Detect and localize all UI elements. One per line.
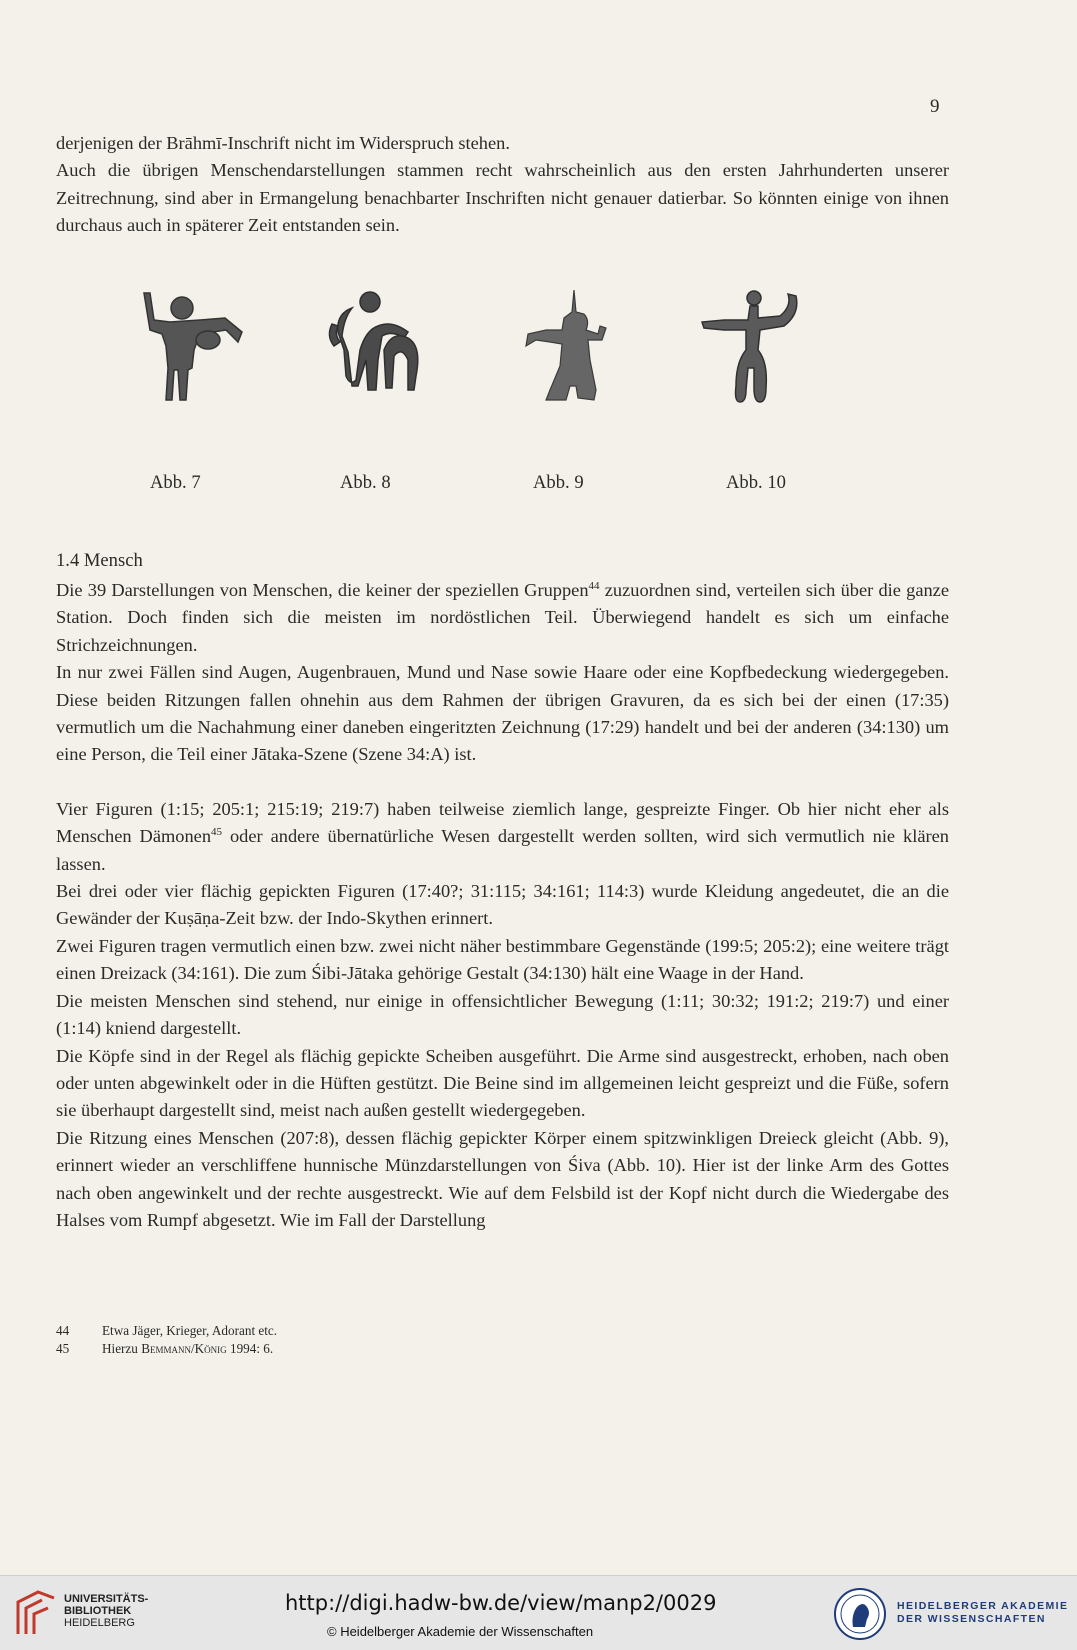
academy-seal-logo-icon[interactable] <box>833 1587 887 1641</box>
paragraph: Vier Figuren (1:15; 205:1; 215:19; 219:7) haben teilweise ziemlich lange, gespreizte Finger. Ob hier nicht eher als Menschen Dämonen$^{45}$ oder andere übernatürliche Wesen dargestellt werden sollten, wird sich vermutlich nie klären lassen. <box>56 798 949 874</box>
university-library-name: UNIVERSITÄTS- BIBLIOTHEK HEIDELBERG <box>64 1593 149 1629</box>
petroglyph-figure-9 <box>510 290 660 430</box>
figure-caption: Abb. 7 <box>150 472 201 493</box>
figure-abb-10 <box>700 290 850 430</box>
figure-caption: Abb. 9 <box>533 472 584 493</box>
petroglyph-figure-8 <box>322 290 472 430</box>
figure-abb-9 <box>510 290 660 430</box>
figure-caption: Abb. 8 <box>340 472 391 493</box>
paragraph: Die 39 Darstellungen von Menschen, die keiner der speziellen Gruppen$^{44}$ zuzuordnen sind, verteilen sich über die ganze Station. Doch finden sich die meisten im nordöstlichen Teil. Überwiegend handelt es sich um einfache Strichzeichnungen. <box>56 579 950 655</box>
academy-name: HEIDELBERGER AKADEMIE DER WISSENSCHAFTEN <box>897 1600 1069 1625</box>
section-body <box>56 577 949 1234</box>
figure-caption: Abb. 10 <box>726 472 786 493</box>
section-heading: 1.4 Mensch <box>56 550 143 571</box>
page-number: 9 <box>930 96 940 117</box>
footnote-45: 45 Hierzu Bemmann/König 1994: 6. <box>56 1341 274 1356</box>
petroglyph-figure-10 <box>700 290 850 430</box>
paragraph: Bei drei oder vier flächig gepickten Figuren (17:40?; 31:115; 34:161; 114:3) wurde Kleidung angedeutet, die an die Gewänder der Kuṣāṇa-Zeit bzw. der Indo-Skythen erinnert. <box>56 881 949 929</box>
figure-abb-8 <box>322 290 472 430</box>
paragraph: In nur zwei Fällen sind Augen, Augenbrauen, Mund und Nase sowie Haare oder eine Kopfbedeckung wiedergegeben. Diese beiden Ritzungen fallen ohnehin aus dem Rahmen der übrigen Gravuren, da es sich bei der einen (17:35) vermutlich um die Nachahmung einer daneben eingeritzten Zeichnung (17:29) handelt und bei der anderen (34:130) um eine Person, die Teil einer Jātaka-Szene (Szene 34:A) ist. <box>56 662 949 765</box>
paragraph: Die meisten Menschen sind stehend, nur einige in offensichtlicher Bewegung (1:11; 30:32; 191:2; 219:7) und einer (1:14) kniend dargestellt. <box>56 990 949 1039</box>
paragraph: derjenigen der Brāhmī-Inschrift nicht im Widerspruch stehen. <box>56 133 510 153</box>
copyright-notice: © Heidelberger Akademie der Wissenschaften <box>327 1624 594 1639</box>
university-library-logo-icon[interactable] <box>12 1588 60 1638</box>
document-url-link[interactable]: http://digi.hadw-bw.de/view/manp2/0029 <box>285 1591 717 1615</box>
paragraph: Auch die übrigen Menschendarstellungen stammen recht wahrscheinlich aus den ersten Jahrhunderten unserer Zeitrechnung, sind aber in Ermangelung benachbarter Inschriften nicht genauer datierbar. So könnten einige von ihnen durchaus auch in späterer Zeit entstanden sein. <box>56 160 949 236</box>
paragraph: Die Köpfe sind in der Regel als flächig gepickte Scheiben ausgeführt. Die Arme sind ausgestreckt, erhoben, nach oben oder unten abgewinkelt oder in die Hüften gestützt. Die Beine sind im allgemeinen leicht gespreizt und die Füße, sofern sie überhaupt dargestellt sind, meist nach außen gestellt wiedergegeben. <box>56 1045 949 1121</box>
footnotes <box>56 1322 277 1358</box>
intro-paragraphs <box>56 130 949 240</box>
footnote-ref-44[interactable]: 44 <box>588 579 600 592</box>
figure-abb-7 <box>130 290 280 430</box>
footnote-ref-45[interactable]: 45 <box>211 826 223 839</box>
footnote-44: 44 Etwa Jäger, Krieger, Adorant etc. <box>56 1323 278 1338</box>
petroglyph-figure-7 <box>130 290 280 430</box>
paragraph: Zwei Figuren tragen vermutlich einen bzw. zwei nicht näher bestimmbare Gegenstände (199:5; 205:2); eine weitere trägt einen Dreizack (34:161). Die zum Śibi-Jātaka gehörige Gestalt (34:130) hält eine Waage in der Hand. <box>56 935 949 984</box>
figure-row <box>0 290 1077 493</box>
paragraph: Die Ritzung eines Menschen (207:8), dessen flächig gepickter Körper einem spitzwinkligen Dreieck gleicht (Abb. 9), erinnert wieder an verschliffene hunnische Münzdarstellungen von Śiva (Abb. 10). Hier ist der linke Arm des Gottes nach oben angewinkelt und der rechte ausgestreckt. Wie auf dem Felsbild ist der Kopf nicht durch die Wiedergabe des Halses vom Rumpf abgesetzt. Wie im Fall der Darstellung <box>56 1127 949 1230</box>
viewer-footer <box>0 1575 1077 1650</box>
